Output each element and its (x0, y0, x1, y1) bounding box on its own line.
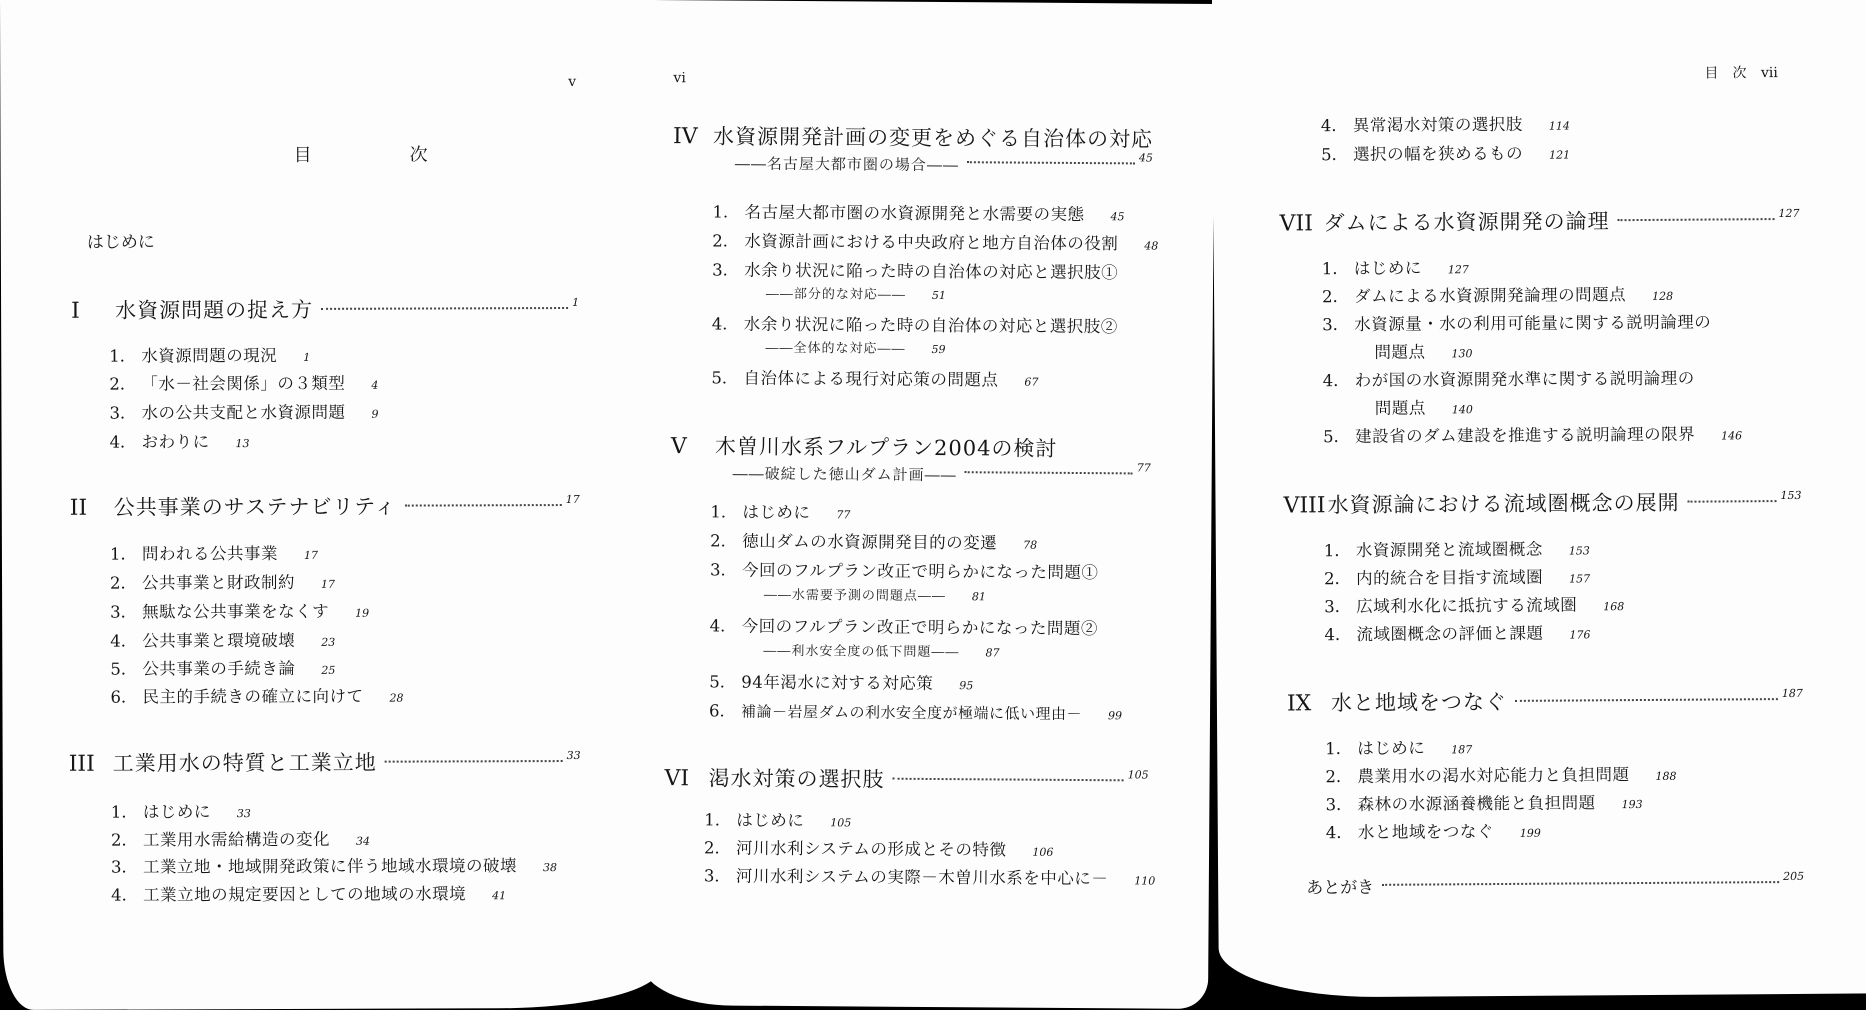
chapter-heading (664, 762, 1148, 795)
dot-leader (965, 471, 1133, 474)
chapter-number: I (71, 298, 80, 324)
item-subtitle: ――水需要予測の問題点―― (763, 587, 946, 605)
item-page: 146 (1721, 429, 1743, 443)
item-page: 176 (1569, 628, 1591, 642)
dot-leader (1688, 500, 1777, 503)
chapter-subtitle: ――名古屋大都市圏の場合―― (734, 154, 959, 175)
item-page: 38 (543, 861, 558, 875)
item-number: 6． (708, 701, 737, 721)
item-page: 17 (303, 548, 318, 562)
toc-item (710, 612, 1099, 639)
dot-leader (967, 161, 1135, 164)
chapter-title: 水と地域をつなぐ (1330, 689, 1507, 716)
toc-item (1322, 309, 1711, 336)
toc-item (111, 798, 251, 822)
item-page: 95 (959, 679, 974, 693)
page-number: v (568, 73, 577, 91)
dot-leader (385, 760, 563, 763)
item-number: 2． (110, 830, 138, 850)
toc-item (710, 498, 850, 523)
item-text: 徳山ダムの水資源開発目的の変遷 (742, 531, 998, 553)
toc-item (1321, 111, 1570, 137)
item-page: 77 (836, 508, 851, 522)
item-text: 異常渇水対策の選択肢 (1352, 114, 1523, 136)
chapter-page: 33 (566, 748, 581, 763)
toc-item (111, 826, 370, 851)
chapter-title: 渇水対策の選択肢 (708, 766, 885, 792)
item-text: 公共事業の手続き論 (142, 658, 296, 679)
chapter-title: 公共事業のサステナビリティ (113, 494, 397, 520)
item-text: 建設省のダム建設を推進する説明論理の限界 (1354, 424, 1696, 447)
item-number: 4． (709, 616, 737, 636)
item-text: はじめに (142, 802, 211, 822)
item-page: 9 (371, 407, 379, 421)
item-page: 121 (1549, 148, 1571, 162)
item-page: 33 (236, 807, 251, 821)
toc-item (710, 556, 1099, 583)
item-page: 153 (1568, 544, 1590, 558)
item-number: 2． (704, 838, 732, 858)
chapter-title: 木曽川水系フルプラン2004の検討 (714, 434, 1058, 461)
item-page: 81 (971, 590, 986, 604)
item-number: 1． (1325, 739, 1353, 759)
chapter-page: 45 (1138, 151, 1153, 165)
toc-item (709, 697, 1122, 724)
page-number: vi (673, 70, 686, 87)
item-page: 19 (355, 606, 370, 620)
item-page: 168 (1603, 600, 1625, 614)
chapter-heading (673, 120, 1153, 153)
toc-item-sub (766, 283, 946, 303)
chapter-number: IX (1286, 691, 1312, 717)
toc-item (110, 569, 335, 594)
toc-item (111, 880, 506, 905)
item-number: 3． (1322, 315, 1350, 335)
toc-item (1326, 789, 1643, 815)
item-text: 水と地域をつなぐ (1357, 822, 1494, 843)
item-number: 5． (110, 659, 138, 679)
toc-item-sub (764, 584, 986, 605)
item-number: 4． (711, 314, 739, 334)
item-number: 2． (1322, 287, 1350, 307)
item-number: 3． (109, 403, 137, 423)
item-number: 4． (111, 885, 139, 905)
item-page: 48 (1144, 239, 1159, 253)
item-number: 1． (710, 502, 738, 522)
toc-item (110, 540, 318, 565)
toc-item (712, 227, 1158, 254)
item-text: はじめに (1357, 738, 1426, 759)
item-page: 17 (321, 577, 336, 591)
item-text: 工業用水需給構造の変化 (142, 829, 330, 850)
item-text: 今回のフルプラン改正で明らかになった問題② (741, 616, 1099, 639)
item-page: 105 (830, 816, 852, 830)
chapter-number: VI (664, 766, 690, 792)
page-vi (643, 0, 1215, 1009)
toc-item (1325, 734, 1472, 759)
item-number: 2． (712, 231, 740, 251)
chapter-title: 水資源開発計画の変更をめぐる自治体の対応 (712, 124, 1154, 152)
chapter-heading (1283, 486, 1801, 520)
item-page: 128 (1652, 289, 1674, 303)
item-text: 水資源量・水の利用可能量に関する説明論理の (1354, 312, 1712, 335)
toc-item (710, 527, 1037, 553)
item-number: 3． (1325, 795, 1353, 815)
item-page: 157 (1569, 572, 1591, 586)
dot-leader (1515, 698, 1778, 702)
page-vii (1212, 0, 1866, 998)
item-number: 4． (1320, 116, 1348, 136)
toc-item (712, 256, 1118, 283)
item-text: 内的統合を目指す流域圏 (1355, 567, 1544, 589)
intro-entry: はじめに (86, 232, 155, 253)
item-text: 補論－岩屋ダムの利水安全度が極端に低い理由－ (740, 702, 1083, 724)
item-subtitle: ――全体的な対応―― (765, 340, 906, 357)
item-text: ダムによる水資源開発論理の問題点 (1354, 285, 1627, 307)
afterword-title: あとがき (1306, 877, 1375, 899)
item-text: 問われる公共事業 (141, 544, 278, 564)
toc-item (109, 342, 310, 367)
toc-item (109, 428, 249, 452)
dot-leader (404, 504, 561, 507)
running-header (1704, 62, 1777, 83)
item-text: 公共事業と財政制約 (142, 572, 296, 593)
toc-item (1324, 563, 1590, 589)
toc-item (709, 668, 973, 694)
item-text: はじめに (742, 502, 811, 523)
toc-title: 目 次 (293, 144, 468, 166)
item-page: 193 (1621, 798, 1643, 812)
item-page: 23 (321, 635, 336, 649)
item-text: 水余り状況に陥った時の自治体の対応と選択肢② (743, 314, 1118, 337)
chapter-subtitle-row (735, 153, 1153, 177)
item-text: 今回のフルプラン改正で明らかになった問題① (741, 560, 1099, 583)
chapter-number: VII (1279, 211, 1313, 237)
item-number: 3． (712, 260, 740, 280)
toc-item-continued (1374, 338, 1472, 363)
toc-item-sub (763, 640, 999, 661)
chapter-subtitle: ――破綻した徳山ダム計画―― (732, 464, 957, 485)
page-number: vii (1760, 65, 1778, 82)
item-page: 4 (371, 378, 379, 392)
item-number: 5． (1322, 427, 1351, 447)
item-text: おわりに (141, 432, 210, 452)
chapter-page: 187 (1781, 686, 1803, 701)
item-number: 1． (109, 544, 137, 564)
item-text: 「水－社会関係」の３類型 (141, 373, 346, 394)
item-subtitle: ――利水安全度の低下問題―― (763, 643, 960, 661)
item-number: 3． (110, 857, 139, 877)
item-page: 140 (1451, 403, 1473, 417)
item-number: 3． (709, 560, 738, 580)
item-number: 1． (712, 202, 740, 222)
chapter-title: 水資源問題の捉え方 (115, 297, 314, 323)
toc-item (704, 806, 851, 831)
item-number: 2． (110, 573, 138, 593)
item-page: 130 (1451, 347, 1473, 361)
toc-item (711, 364, 1038, 390)
item-text: わが国の水資源開発水準に関する説明論理の (1354, 368, 1695, 391)
toc-item (704, 862, 1156, 889)
item-number: 1． (1321, 259, 1349, 279)
chapter-page: 105 (1127, 768, 1149, 782)
item-number: 2． (1323, 569, 1352, 589)
toc-item (1321, 140, 1570, 166)
item-number: 4． (1322, 371, 1350, 391)
item-text: 流域圏概念の評価と課題 (1356, 623, 1544, 645)
chapter-number: VIII (1283, 493, 1326, 519)
item-page: 34 (355, 834, 370, 848)
item-page: 114 (1548, 119, 1570, 133)
item-page: 187 (1451, 743, 1473, 757)
toc-item (109, 399, 378, 424)
chapter-title: ダムによる水資源開発の論理 (1323, 209, 1610, 236)
toc-item (1324, 535, 1590, 561)
dot-leader (1618, 218, 1775, 221)
item-text: 広域利水化に抵抗する流域圏 (1356, 595, 1578, 617)
dot-leader (1382, 881, 1779, 886)
item-text: 自治体による現行対応策の問題点 (743, 368, 999, 390)
chapter-heading (1287, 684, 1803, 718)
toc-item (110, 683, 403, 708)
item-page: 106 (1032, 845, 1054, 859)
item-page: 188 (1655, 769, 1677, 783)
item-text: はじめに (1353, 258, 1422, 279)
item-page: 67 (1024, 375, 1039, 389)
toc-item-continued (1375, 394, 1473, 419)
item-text: 森林の水源涵養機能と負担問題 (1357, 793, 1596, 815)
chapter-page: 1 (572, 295, 580, 310)
toc-item (110, 598, 369, 623)
toc-item (1323, 420, 1742, 447)
chapter-heading (1279, 204, 1799, 238)
chapter-number: III (68, 751, 95, 777)
item-text-continued: 問題点 (1374, 342, 1426, 362)
item-text: 農業用水の渇水対応能力と負担問題 (1357, 765, 1630, 787)
chapter-heading (71, 293, 579, 325)
item-text: 水資源開発と流域圏概念 (1355, 539, 1543, 561)
chapter-heading (69, 746, 581, 778)
item-text: 公共事業と環境破壊 (142, 630, 296, 651)
running-header-label: 目 次 (1704, 65, 1747, 82)
chapter-page: 17 (565, 492, 580, 507)
item-page: 127 (1447, 263, 1469, 277)
afterword-entry (1306, 870, 1804, 898)
chapter-page: 127 (1778, 206, 1800, 221)
item-page: 87 (985, 646, 1000, 660)
item-page: 25 (321, 663, 336, 677)
item-text: 工業立地の規定要因としての地域の水環境 (143, 884, 467, 905)
item-text: 選択の幅を狭めるもの (1353, 143, 1524, 165)
item-text: 無駄な公共事業をなくす (142, 601, 330, 622)
item-text: 名古屋大都市圏の水資源開発と水需要の実態 (744, 202, 1085, 225)
item-number: 3． (703, 866, 731, 886)
item-number: 4． (1324, 625, 1352, 645)
item-text: 民主的手続きの確立に向けて (142, 686, 364, 707)
item-text: 水余り状況に陥った時の自治体の対応と選択肢① (744, 260, 1119, 283)
toc-item (704, 834, 1054, 860)
item-number: 1． (1323, 541, 1351, 561)
item-text: はじめに (736, 810, 805, 831)
toc-item (1322, 254, 1469, 279)
toc-item (1324, 619, 1590, 645)
toc-item (1326, 818, 1541, 844)
chapter-title: 水資源論における流域圏概念の展開 (1327, 490, 1680, 518)
toc-item (110, 627, 335, 652)
item-number: 5． (711, 368, 739, 388)
chapter-heading (671, 430, 1151, 463)
item-page: 41 (492, 889, 507, 903)
item-text-continued: 問題点 (1374, 398, 1426, 418)
chapter-page: 153 (1780, 488, 1802, 503)
toc-item (1325, 761, 1676, 787)
item-text: 水資源問題の現況 (141, 346, 278, 366)
item-number: 2． (109, 374, 137, 394)
item-page: 1 (303, 350, 311, 364)
chapter-title: 工業用水の特質と工業立地 (112, 750, 377, 776)
item-number: 5． (1321, 145, 1349, 165)
item-text: 94年渇水に対する対応策 (741, 672, 934, 693)
item-number: 1． (109, 346, 137, 366)
toc-item (111, 852, 557, 878)
item-page: 51 (931, 288, 947, 303)
chapter-heading (70, 490, 580, 522)
item-subtitle: ――部分的な対応―― (765, 286, 907, 303)
item-number: 2． (710, 531, 738, 551)
toc-item (109, 370, 378, 395)
item-text: 水資源計画における中央政府と地方自治体の役割 (744, 231, 1119, 254)
item-number: 6． (110, 687, 138, 707)
item-text: 水の公共支配と水資源問題 (141, 402, 346, 423)
item-number: 1． (704, 810, 732, 830)
dot-leader (893, 778, 1124, 782)
item-number: 1． (110, 802, 138, 822)
item-page: 199 (1519, 826, 1541, 840)
afterword-page: 205 (1783, 869, 1805, 884)
chapter-page: 77 (1136, 461, 1151, 475)
item-page: 13 (235, 437, 250, 451)
item-text: 河川水利システムの形成とその特徴 (736, 838, 1007, 860)
page-v (0, 0, 661, 1010)
toc-item (110, 655, 335, 680)
item-number: 3． (1324, 597, 1352, 617)
chapter-number: V (670, 434, 687, 460)
item-page: 110 (1134, 874, 1156, 888)
toc-item (1323, 365, 1695, 392)
item-text: 工業立地・地域開発政策に伴う地域水環境の破壊 (142, 856, 518, 877)
dot-leader (321, 307, 568, 310)
item-page: 59 (931, 342, 946, 357)
toc-item (1324, 591, 1624, 617)
chapter-subtitle-row (733, 463, 1151, 487)
item-page: 78 (1023, 538, 1038, 552)
item-number: 4． (109, 432, 137, 452)
item-number: 4． (110, 631, 138, 651)
item-page: 45 (1110, 210, 1125, 224)
toc-item-sub (766, 337, 946, 357)
chapter-number: II (69, 495, 88, 521)
toc-item (712, 310, 1118, 337)
toc-item (1322, 281, 1673, 307)
toc-item (712, 198, 1124, 225)
chapter-number: IV (672, 124, 698, 150)
item-page: 28 (389, 691, 404, 705)
item-number: 2． (1325, 767, 1353, 787)
item-number: 4． (1325, 823, 1353, 843)
item-number: 5． (709, 672, 737, 692)
item-number: 3． (110, 602, 138, 622)
item-text: 河川水利システムの実際－木曽川水系を中心に－ (735, 866, 1109, 889)
item-page: 99 (1107, 709, 1123, 723)
